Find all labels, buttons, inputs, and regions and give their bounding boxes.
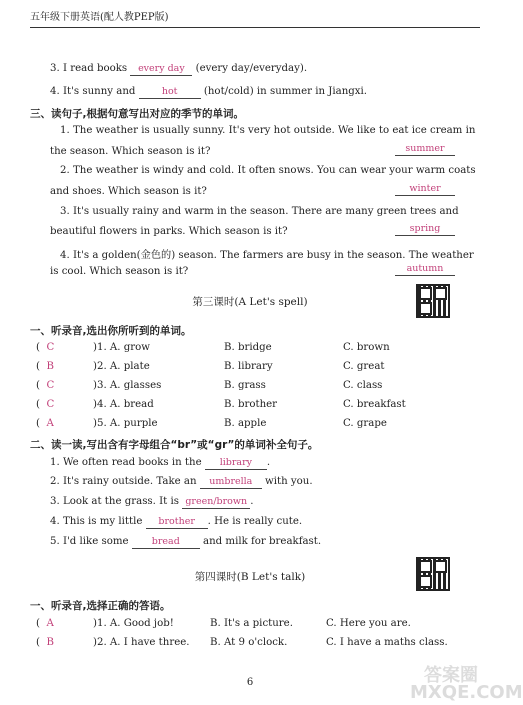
answer-mark[interactable]: C bbox=[46, 399, 55, 410]
answer-mark[interactable]: C bbox=[46, 380, 55, 391]
lesson-4-title: 第四课时(B Let's talk) bbox=[194, 571, 306, 583]
option-c: C. Here you are. bbox=[326, 618, 411, 629]
answer-mark[interactable]: B bbox=[46, 637, 54, 648]
option-c: C. breakfast bbox=[343, 399, 406, 410]
page-number: 6 bbox=[246, 677, 254, 688]
s3-item-1-line2: the season. Which season is it? bbox=[50, 146, 211, 157]
option-c: C. I have a maths class. bbox=[326, 637, 448, 648]
answer-blank[interactable]: brother bbox=[146, 516, 208, 529]
answer-blank[interactable]: bread bbox=[132, 536, 200, 549]
s3-item-3-line2: beautiful flowers in parks. Which season is it? bbox=[50, 226, 288, 237]
option-a: )4. A. bread bbox=[93, 399, 154, 410]
fill-item-1: 1. We often read books in the library . bbox=[50, 457, 271, 468]
answer-mark[interactable]: C bbox=[46, 342, 55, 353]
answer-blank[interactable]: library bbox=[205, 457, 267, 470]
option-a: )1. A. grow bbox=[93, 342, 151, 353]
fill-item-2: 2. It's rainy outside. Take an umbrella with you. bbox=[50, 476, 313, 487]
prev-item-3: 3. I read books every day (every day/everyday). bbox=[50, 63, 308, 74]
lesson-4-section-1-title: 一、听录音,选择正确的答语。 bbox=[30, 600, 171, 612]
watermark-logo: 答案圈 MXQE.COM bbox=[410, 665, 523, 703]
lesson-3-title: 第三课时(A Let's spell) bbox=[192, 296, 308, 308]
s3-item-1-line1: 1. The weather is usually sunny. It's very hot outside. We like to eat ice cream in bbox=[60, 125, 476, 136]
choice-row-4: ( C )4. A. bread B. brother C. breakfast bbox=[36, 399, 406, 410]
prev-item-4: 4. It's sunny and hot (hot/cold) in summer in Jiangxi. bbox=[50, 86, 368, 97]
option-b: B. At 9 o'clock. bbox=[210, 637, 288, 648]
answer-blank[interactable]: hot bbox=[139, 86, 201, 99]
s3-item-4-line2: is cool. Which season is it? bbox=[50, 266, 189, 277]
fill-item-4: 4. This is my little brother . He is really cute. bbox=[50, 516, 303, 527]
choice-row-3: ( C )3. A. glasses B. grass C. class bbox=[36, 380, 383, 391]
lesson-3-section-2-title: 二、读一读,写出含有字母组合“br”或“gr”的单词补全句子。 bbox=[30, 439, 319, 451]
option-b: B. library bbox=[224, 361, 273, 372]
s3-item-2-answer[interactable]: winter bbox=[395, 183, 455, 196]
option-b: B. brother bbox=[224, 399, 278, 410]
option-b: B. grass bbox=[224, 380, 266, 391]
option-a: )2. A. I have three. bbox=[93, 637, 190, 648]
option-c: C. great bbox=[343, 361, 385, 372]
qr-code-icon[interactable] bbox=[416, 284, 450, 318]
answer-blank[interactable]: green/brown bbox=[182, 496, 250, 509]
option-c: C. brown bbox=[343, 342, 390, 353]
answer-blank[interactable]: every day bbox=[130, 63, 192, 76]
page-header: 五年级下册英语(配人教PEP版) bbox=[30, 9, 480, 28]
option-a: )1. A. Good job! bbox=[93, 618, 174, 629]
answer-mark[interactable]: A bbox=[46, 418, 54, 429]
choice-row-5: ( A )5. A. purple B. apple C. grape bbox=[36, 418, 387, 429]
qr-code-icon[interactable] bbox=[416, 557, 450, 591]
option-b: B. apple bbox=[224, 418, 267, 429]
choice-row-2: ( B )2. A. plate B. library C. great bbox=[36, 361, 385, 372]
option-c: C. class bbox=[343, 380, 383, 391]
option-a: )2. A. plate bbox=[93, 361, 150, 372]
answer-mark[interactable]: A bbox=[46, 618, 54, 629]
s3-item-3-answer[interactable]: spring bbox=[395, 223, 455, 236]
option-b: B. bridge bbox=[224, 342, 272, 353]
lesson-3-section-1-title: 一、听录音,选出你所听到的单词。 bbox=[30, 325, 192, 337]
s3-item-4-line1: 4. It's a golden(金色的) season. The farmers are busy in the season. The weather bbox=[60, 250, 474, 261]
option-a: )3. A. glasses bbox=[93, 380, 162, 391]
s3-item-3-line1: 3. It's usually rainy and warm in the season. There are many green trees and bbox=[60, 206, 459, 217]
section-3-title: 三、读句子,根据句意写出对应的季节的单词。 bbox=[30, 108, 244, 120]
s3-item-2-line1: 2. The weather is windy and cold. It often snows. You can wear your warm coats bbox=[60, 165, 476, 176]
fill-item-3: 3. Look at the grass. It is green/brown . bbox=[50, 496, 254, 507]
answer-mark[interactable]: B bbox=[46, 361, 54, 372]
option-a: )5. A. purple bbox=[93, 418, 158, 429]
fill-item-5: 5. I'd like some bread and milk for breakfast. bbox=[50, 536, 322, 547]
s3-item-1-answer[interactable]: summer bbox=[395, 143, 455, 156]
choice-row-1: ( C )1. A. grow B. bridge C. brown bbox=[36, 342, 390, 353]
l4-choice-row-1: ( A )1. A. Good job! B. It's a picture. C. Here you are. bbox=[36, 618, 411, 629]
answer-blank[interactable]: umbrella bbox=[200, 476, 262, 489]
s3-item-4-answer[interactable]: autumn bbox=[395, 263, 455, 276]
option-c: C. grape bbox=[343, 418, 387, 429]
option-b: B. It's a picture. bbox=[210, 618, 293, 629]
l4-choice-row-2: ( B )2. A. I have three. B. At 9 o'clock. C. I have a maths class. bbox=[36, 637, 448, 648]
s3-item-2-line2: and shoes. Which season is it? bbox=[50, 186, 207, 197]
